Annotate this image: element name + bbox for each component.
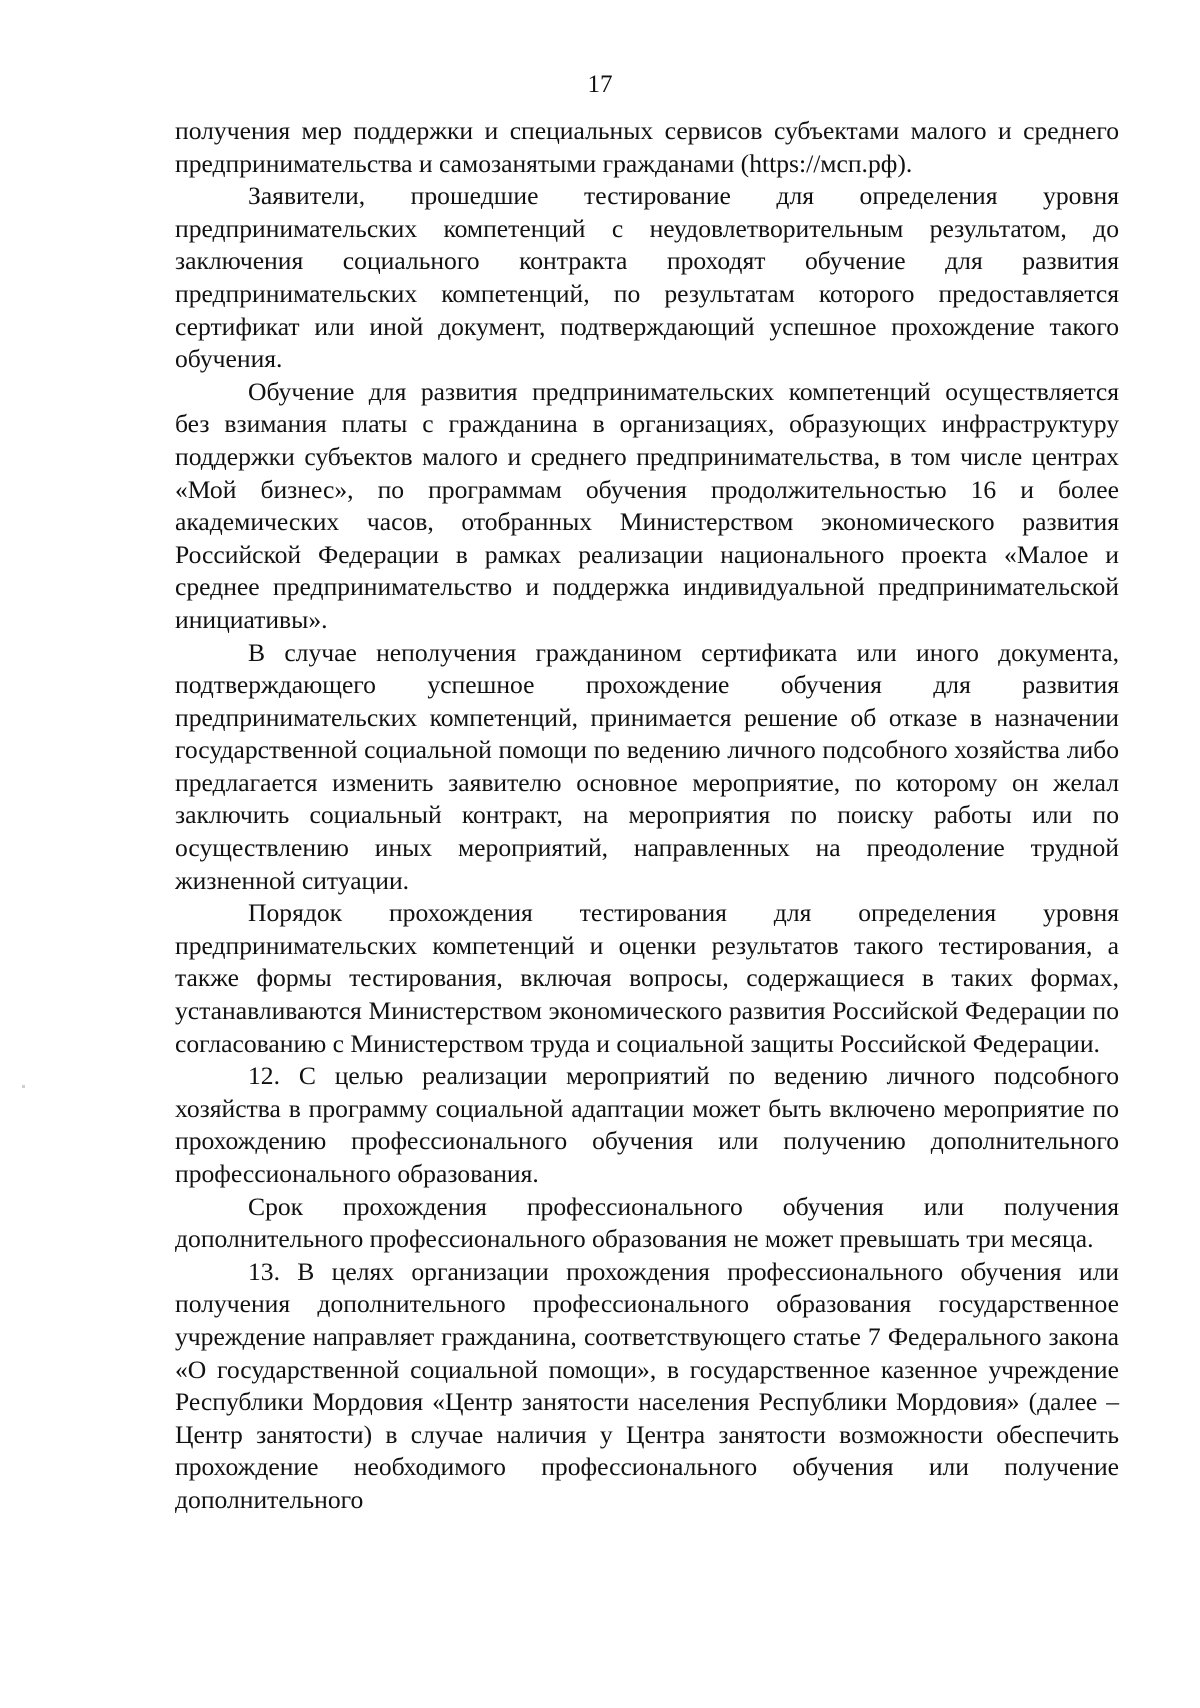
document-body xyxy=(175,115,1119,1517)
paragraph-certificate-refusal: В случае неполучения гражданином сертификата или иного документа, подтверждающего успешное прохождение обучения для развития предпринимательских компетенций, принимается решение об отказе в назначении государственной социальной помощи по ведению личного подсобного хозяйства либо предлагается изменить заявителю основное мероприятие, по которому он желал заключить социальный контракт, на мероприятия по поиску работы или по осуществлению иных мероприятий, направленных на преодоление трудной жизненной ситуации. xyxy=(175,637,1119,895)
paragraph-item-13: 13. В целях организации прохождения профессионального обучения или получения дополнительного профессионального образования государственное учреждение направляет гражданина, соответствующего статье 7 Федерального закона «О государственной социальной помощи», в государственное казенное учреждение Республики Мордовия «Центр занятости населения Республики Мордовия» (далее – Центр занятости) в случае наличия у Центра занятости возможности обеспечить прохождение необходимого профессионального обучения или получение дополнительного xyxy=(175,1256,1119,1514)
paragraph-testing-procedure: Порядок прохождения тестирования для определения уровня предпринимательских компетенций и оценки результатов такого тестирования, а также формы тестирования, включая вопросы, содержащиеся в таких формах, устанавливаются Министерством экономического развития Российской Федерации по согласованию с Министерством труда и социальной защиты Российской Федерации. xyxy=(175,898,1119,1058)
paragraph-training-free: Обучение для развития предпринимательских компетенций осуществляется без взимания платы с гражданина в организациях, образующих инфраструктуру поддержки субъектов малого и среднего предпринимательства, в том числе центрах «Мой бизнес», по программам обучения продолжительностью 16 и более академических часов, отобранных Министерством экономического развития Российской Федерации в рамках реализации национального проекта «Малое и среднее предпринимательство и поддержка индивидуальной предпринимательской инициативы». xyxy=(175,376,1119,634)
paragraph-item-12: 12. С целью реализации мероприятий по ведению личного подсобного хозяйства в программу социальной адаптации может быть включено мероприятие по прохождению профессионального обучения или получению дополнительного профессионального образования. xyxy=(175,1061,1119,1188)
paragraph-training-term: Срок прохождения профессионального обучения или получения дополнительного профессионального образования не может превышать три месяца. xyxy=(175,1191,1119,1254)
paragraph-applicants-testing: Заявители, прошедшие тестирование для определения уровня предпринимательских компетенций с неудовлетворительным результатом, до заключения социального контракта проходят обучение для развития предпринимательских компетенций, по результатам которого предоставляется сертификат или иной документ, подтверждающий успешное прохождение такого обучения. xyxy=(175,181,1119,374)
scan-speck xyxy=(22,1085,25,1088)
page-number: 17 xyxy=(587,71,613,98)
paragraph-continuation: получения мер поддержки и специальных сервисов субъектами малого и среднего предпринимательства и самозанятыми гражданами (https://мсп.рф). xyxy=(175,116,1119,178)
